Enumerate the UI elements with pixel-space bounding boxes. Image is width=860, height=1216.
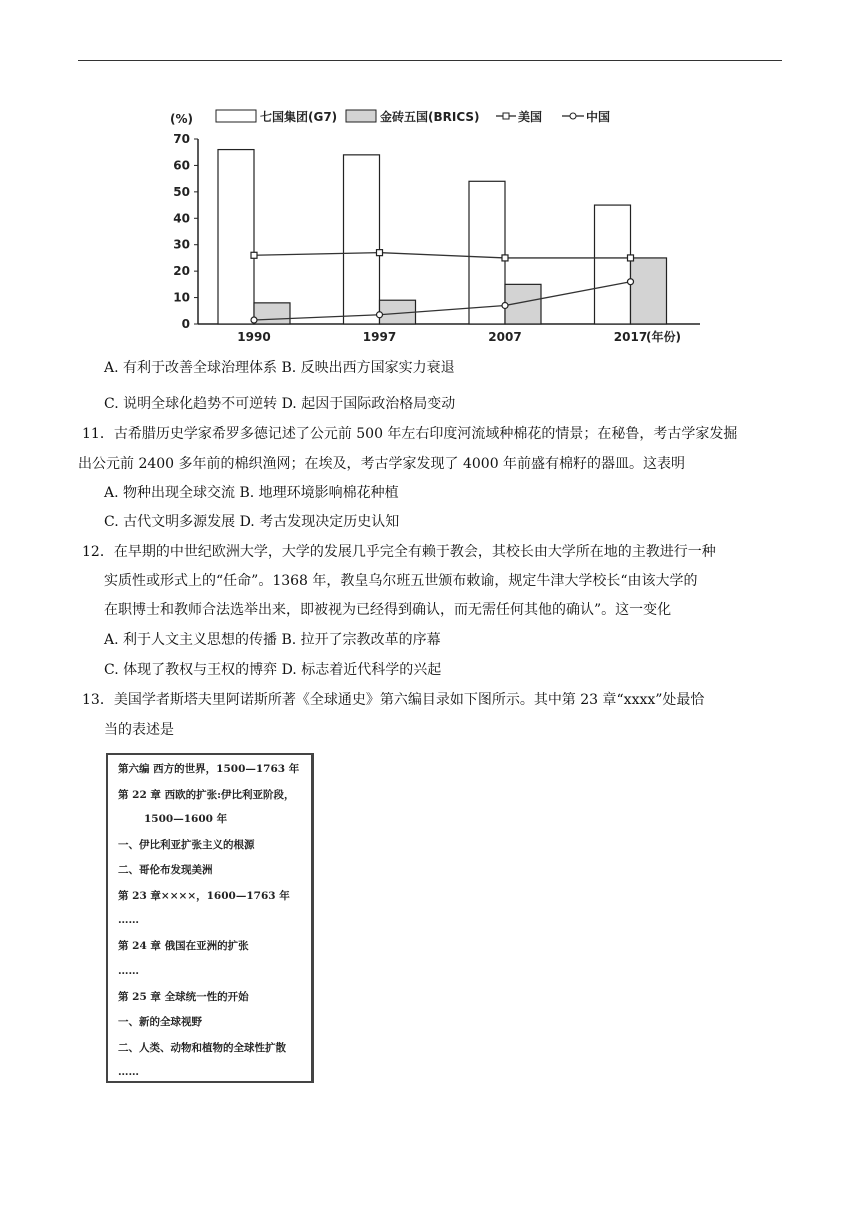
y-tick-label: 10	[173, 290, 190, 305]
bar-brics	[254, 303, 290, 324]
y-axis-label: (%)	[170, 112, 193, 126]
china-point	[377, 312, 383, 318]
toc-entry: 二、哥伦布发现美洲	[118, 864, 213, 876]
toc-entry: 1500—1600 年	[144, 813, 228, 825]
toc-entry: 第 25 章 全球统一性的开始	[118, 991, 249, 1003]
toc-entry: 二、人类、动物和植物的全球性扩散	[118, 1042, 286, 1054]
x-tick-label: 1997	[362, 330, 397, 344]
china-point	[251, 317, 257, 323]
series-line-square	[254, 253, 631, 258]
toc-entry: 第 23 章××××，1600—1763 年	[118, 890, 290, 902]
toc-entry: 第六编 西方的世界，1500—1763 年	[118, 763, 300, 775]
q10-options-ab: A. 有利于改善全球治理体系 B. 反映出西方国家实力衰退	[104, 360, 455, 376]
us-point	[502, 255, 508, 261]
bar-g7	[469, 181, 505, 324]
x-tick-label: 2007	[488, 330, 522, 344]
toc-entry: ……	[118, 1066, 139, 1078]
y-tick-label: 40	[173, 211, 190, 226]
x-axis-label: (年份)	[646, 330, 681, 344]
q12-stem-line-2: 实质性或形式上的“任命”。1368 年，教皇乌尔班五世颁布敕谕，规定牛津大学校长“由该大学的	[104, 573, 698, 589]
legend-label-china: 中国	[586, 110, 611, 124]
y-tick-label: 70	[173, 132, 190, 146]
x-tick-label: 1990	[237, 330, 271, 344]
legend-label-g7: 七国集团(G7)	[260, 110, 338, 124]
toc-entry: ……	[118, 965, 139, 977]
bar-g7	[595, 205, 631, 324]
q12-options-cd: C. 体现了教权与王权的博弈 D. 标志着近代科学的兴起	[104, 662, 442, 678]
bar-g7	[218, 150, 254, 324]
us-point	[628, 255, 634, 261]
china-point	[502, 303, 508, 309]
toc-entry: 一、伊比利亚扩张主义的根源	[118, 839, 255, 851]
series-line-circle	[254, 282, 631, 320]
q13-stem-line-2: 当的表述是	[104, 722, 174, 738]
legend-label-us: 美国	[518, 110, 543, 124]
us-point	[251, 252, 257, 258]
q11-options-cd: C. 古代文明多源发展 D. 考古发现决定历史认知	[104, 514, 400, 530]
toc-entry: ……	[118, 914, 139, 926]
q11-options-ab: A. 物种出现全球交流 B. 地理环境影响棉花种植	[104, 485, 399, 501]
y-tick-label: 30	[173, 237, 190, 252]
y-tick-label: 20	[173, 264, 190, 279]
economy-share-chart	[160, 105, 720, 350]
q12-stem-line-3: 在职博士和教师合法选举出来，即被视为已经得到确认，而无需任何其他的确认”。这一变化	[104, 602, 672, 618]
bar-g7	[344, 155, 380, 324]
q12-stem-line-1: 12．在早期的中世纪欧洲大学，大学的发展几乎完全有赖于教会，其校长由大学所在地的主教进行一种	[82, 544, 716, 560]
china-point	[628, 279, 634, 285]
bar-brics	[631, 258, 667, 324]
q11-stem-line-1: 11．古希腊历史学家希罗多德记述了公元前 500 年左右印度河流域种棉花的情景；在秘鲁，考古学家发掘	[82, 426, 738, 442]
legend-marker-china	[570, 113, 576, 119]
legend-label-brics: 金砖五国(BRICS)	[380, 110, 480, 124]
toc-entry: 第 24 章 俄国在亚洲的扩张	[118, 940, 249, 952]
q13-stem-line-1: 13．美国学者斯塔夫里阿诺斯所著《全球通史》第六编目录如下图所示。其中第 23 章“xxxx”处最恰	[82, 692, 705, 708]
q10-options-cd: C. 说明全球化趋势不可逆转 D. 起因于国际政治格局变动	[104, 396, 456, 412]
toc-entry: 一、新的全球视野	[118, 1016, 202, 1028]
legend-swatch-g7	[216, 110, 256, 122]
x-tick-label: 2017	[613, 330, 648, 344]
toc-entry: 第 22 章 西欧的扩张:伊比利亚阶段，	[118, 789, 295, 801]
chart-svg	[160, 105, 720, 350]
q11-stem-line-2: 出公元前 2400 多年前的棉织渔网；在埃及，考古学家发现了 4000 年前盛有棉籽的器皿。这表明	[78, 456, 686, 472]
us-point	[377, 250, 383, 256]
table-of-contents-figure	[106, 753, 314, 1083]
header-rule	[78, 60, 782, 61]
y-tick-label: 60	[173, 158, 190, 173]
q12-options-ab: A. 利于人文主义思想的传播 B. 拉开了宗教改革的序幕	[104, 632, 441, 648]
y-tick-label: 50	[173, 184, 190, 199]
legend-swatch-brics	[346, 110, 376, 122]
legend-marker-us	[503, 113, 509, 119]
y-tick-label: 0	[181, 317, 190, 331]
